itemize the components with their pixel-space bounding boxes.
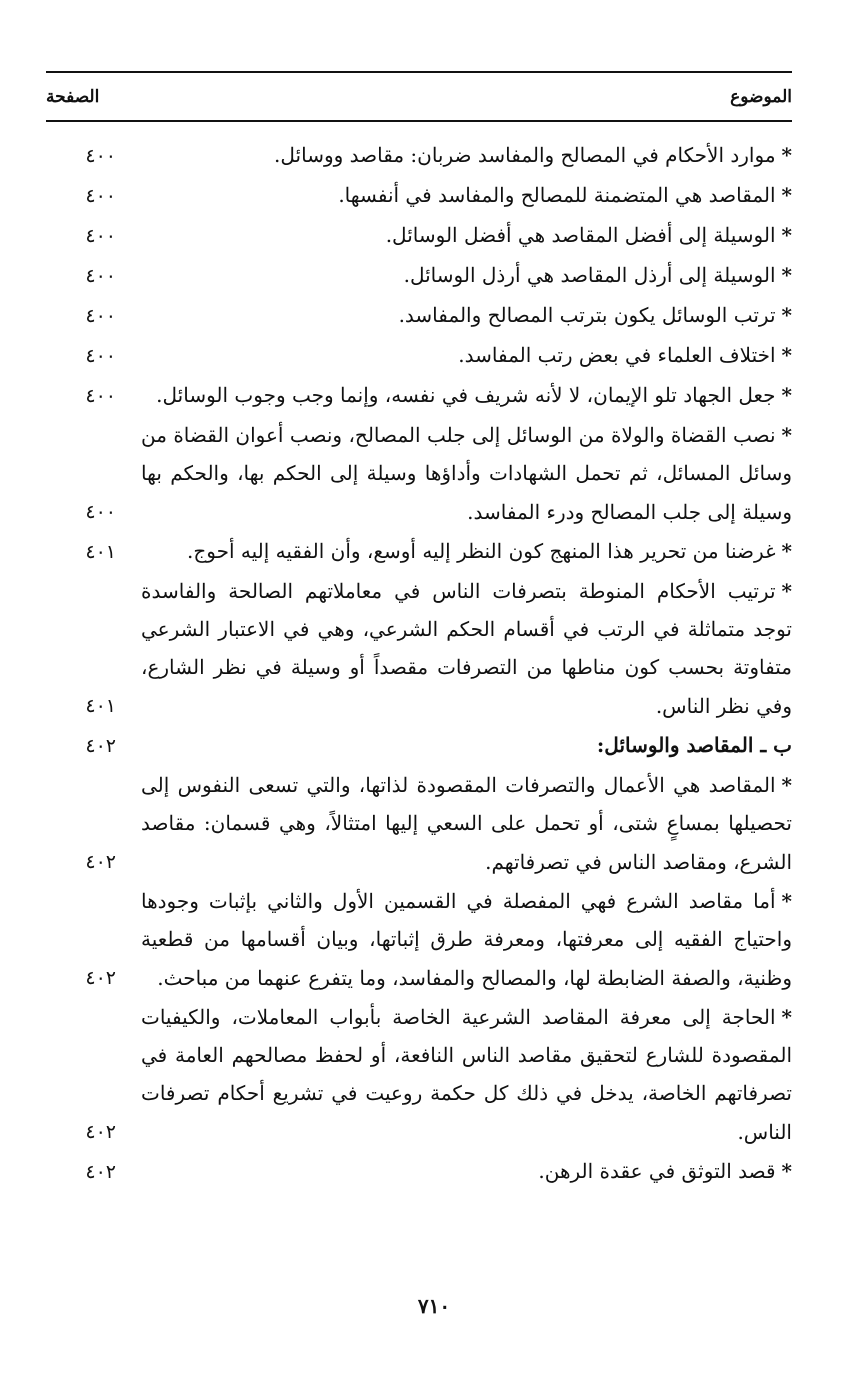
entry-text: ب ـ المقاصد والوسائل: (596, 733, 792, 758)
entry-text: المقاصد هي المتضمنة للمصالح والمفاسد في أنفسها. (338, 183, 776, 207)
entry-text: الوسيلة إلى أفضل المقاصد هي أفضل الوسائل. (385, 223, 776, 247)
index-entry (46, 176, 792, 215)
asterisk-bullet: * (781, 888, 792, 913)
entry-text: ترتيب الأحكام المنوطة بتصرفات الناس في معاملاتهم الصالحة والفاسدة توجد متماثلة في الرتب في أقسام الحكم الشرعي، وهي في الاعتبار الشرعي متفاوتة بحسب كون مناطها من التصرفات مقصداً أو وسيلة في نظر الشارع، وفي نظر الناس. (141, 578, 792, 718)
entry-text: أما مقاصد الشرع فهي المفصلة في القسمين الأول والثاني بإثبات وجودها واحتياج الفقيه إلى معرفتها، ومعرفة طرق إثباتها، وبيان أقسامها من قطعية وظنية، والصفة الضابطة لها، والمصالح والمفاسد، وما يتفرع عنهما من مباحث. (141, 888, 792, 990)
index-entry (46, 136, 792, 175)
asterisk-bullet: * (781, 1159, 792, 1184)
entry-page-number: ٤٠٢ (85, 735, 116, 758)
header-top-rule (46, 71, 792, 73)
header-bottom-rule (46, 120, 792, 122)
asterisk-bullet: * (781, 383, 792, 407)
asterisk-bullet: * (781, 538, 792, 563)
entry-page-number: ٤٠٢ (85, 1161, 116, 1184)
entry-page-number: ٤٠٠ (85, 385, 116, 407)
entry-page-number: ٤٠٢ (85, 966, 116, 989)
page-number: ٧١٠ (417, 1294, 451, 1318)
index-entry (46, 416, 792, 531)
entry-page-number: ٤٠٠ (85, 500, 116, 523)
index-entry (46, 376, 792, 415)
asterisk-bullet: * (781, 343, 792, 367)
asterisk-bullet: * (781, 578, 792, 603)
index-entry (46, 336, 792, 375)
entry-text: المقاصد هي الأعمال والتصرفات المقصودة لذاتها، والتي تسعى النفوس إلى تحصيلها بمساعٍ شتى، أو تحمل على السعي إليها امتثالاً، وهي قسمان: مقاصد الشرع، ومقاصد الناس في تصرفاتهم. (141, 773, 792, 874)
entry-text: غرضنا من تحرير هذا المنهج كون النظر إليه أوسع، وأن الفقيه إليه أحوج. (186, 538, 776, 563)
asterisk-bullet: * (781, 183, 792, 207)
entry-page-number: ٤٠٠ (85, 305, 116, 327)
entry-text: نصب القضاة والولاة من الوسائل إلى جلب المصالح، ونصب أعوان القضاة من وسائل المسائل، ثم تحمل الشهادات وأداؤها وسيلة إلى الحكم بها، والحكم بها وسيلة إلى جلب المصالح ودرء المفاسد. (141, 423, 792, 524)
entry-text: اختلاف العلماء في بعض رتب المفاسد. (458, 343, 776, 367)
entry-page-number: ٤٠٠ (85, 225, 116, 247)
index-entry (46, 882, 792, 997)
entry-text: موارد الأحكام في المصالح والمفاسد ضربان: مقاصد ووسائل. (274, 143, 776, 167)
entry-page-number: ٤٠٢ (85, 1121, 116, 1144)
entry-page-number: ٤٠١ (85, 695, 116, 718)
entry-page-number: ٤٠١ (85, 540, 116, 563)
index-entry (46, 572, 792, 725)
entry-page-number: ٤٠٠ (85, 185, 116, 207)
asterisk-bullet: * (781, 223, 792, 247)
entry-page-number: ٤٠٠ (85, 345, 116, 367)
section-heading (46, 726, 792, 765)
index-entry (46, 216, 792, 255)
entry-text: قصد التوثق في عقدة الرهن. (538, 1159, 776, 1184)
index-entry (46, 256, 792, 295)
entry-text: جعل الجهاد تلو الإيمان، لا لأنه شريف في نفسه، وإنما وجب وجوب الوسائل. (156, 383, 776, 407)
asterisk-bullet: * (781, 263, 792, 287)
asterisk-bullet: * (781, 303, 792, 327)
index-entries-list (46, 136, 792, 1192)
index-entry (46, 998, 792, 1151)
entry-text: الوسيلة إلى أرذل المقاصد هي أرذل الوسائل. (403, 263, 776, 287)
index-entry (46, 532, 792, 571)
asterisk-bullet: * (781, 423, 792, 447)
entry-text: الحاجة إلى معرفة المقاصد الشرعية الخاصة بأبواب المعاملات، والكيفيات المقصودة للشارع لتحقيق مقاصد الناس النافعة، أو لحفظ مصالحهم العامة في تصرفاتهم الخاصة، يدخل في ذلك كل حكمة روعيت في تشريع أحكام تصرفات الناس. (141, 1004, 792, 1144)
asterisk-bullet: * (781, 773, 792, 798)
index-entry (46, 1152, 792, 1191)
entry-page-number: ٤٠٢ (85, 850, 116, 873)
asterisk-bullet: * (781, 1004, 792, 1029)
entry-page-number: ٤٠٠ (85, 145, 116, 167)
asterisk-bullet: * (781, 143, 792, 167)
entry-page-number: ٤٠٠ (85, 265, 116, 287)
page-column-label: الصفحة (46, 87, 100, 107)
index-entry (46, 296, 792, 335)
table-header (46, 82, 792, 112)
index-entry (46, 766, 792, 881)
topic-column-label: الموضوع (730, 87, 792, 107)
entry-text: ترتب الوسائل يكون بترتب المصالح والمفاسد. (398, 303, 776, 327)
